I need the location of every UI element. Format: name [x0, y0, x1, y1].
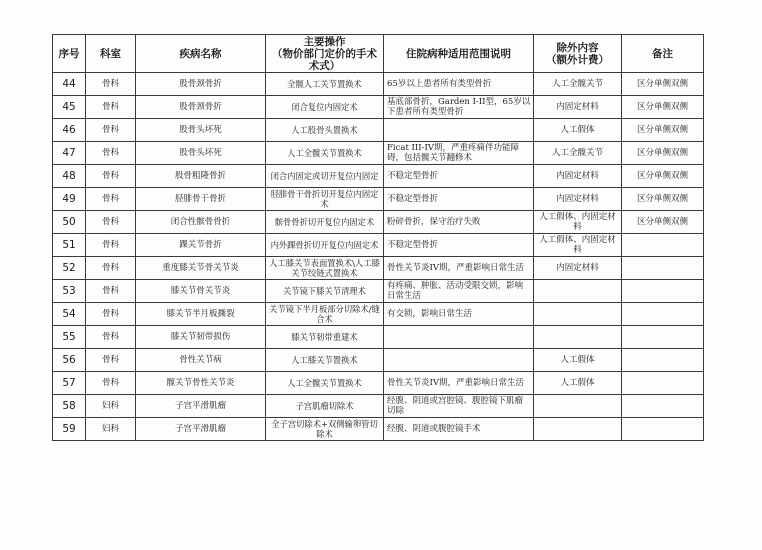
cell-disease: 胫腓骨干骨折	[136, 188, 266, 211]
cell-disease: 股骨颈骨折	[136, 73, 266, 96]
cell-scope: 有交锁，影响日常生活	[384, 303, 534, 326]
table-row	[53, 142, 704, 165]
header-exclusion	[534, 35, 622, 73]
header-exclusion-line: （额外计费）	[546, 53, 609, 66]
cell-scope: 不稳定型骨折	[384, 234, 534, 257]
cell-scope: 不稳定型骨折	[384, 188, 534, 211]
cell-disease: 膝关节韧带损伤	[136, 326, 266, 349]
header-operation	[266, 35, 384, 73]
cell-exclusion	[534, 326, 622, 349]
cell-dept: 骨科	[86, 303, 136, 326]
cell-remark	[622, 395, 704, 418]
cell-dept: 骨科	[86, 73, 136, 96]
cell-operation: 胫腓骨干骨折切开复位内固定术	[266, 188, 384, 211]
cell-operation: 人工股骨头置换术	[266, 119, 384, 142]
cell-operation: 人工全髋关节置换术	[266, 142, 384, 165]
cell-operation: 全子宫切除术+双侧输卵管切除术	[266, 418, 384, 441]
table-row	[53, 211, 704, 234]
table-row	[53, 73, 704, 96]
cell-dept: 骨科	[86, 257, 136, 280]
cell-dept: 妇科	[86, 395, 136, 418]
cell-exclusion: 人工假体、内固定材料	[534, 234, 622, 257]
cell-scope: 基底部骨折，Garden I-II型，65岁以下患者所有类型骨折	[384, 96, 534, 119]
cell-remark	[622, 372, 704, 395]
cell-disease: 股骨颈骨折	[136, 96, 266, 119]
cell-remark: 区分单侧双侧	[622, 73, 704, 96]
cell-no: 55	[53, 326, 86, 349]
cell-disease: 膝关节半月板撕裂	[136, 303, 266, 326]
cell-remark: 区分单侧双侧	[622, 211, 704, 234]
table-row	[53, 349, 704, 372]
cell-dept: 骨科	[86, 372, 136, 395]
header-scope: 住院病种适用范围说明	[384, 35, 534, 73]
table-row	[53, 395, 704, 418]
cell-disease: 骨性关节病	[136, 349, 266, 372]
cell-scope: 骨性关节炎IV期，严重影响日常生活	[384, 257, 534, 280]
cell-operation: 人工全髋关节置换术	[266, 372, 384, 395]
cell-no: 58	[53, 395, 86, 418]
cell-remark: 区分单侧双侧	[622, 165, 704, 188]
cell-scope: 骨性关节炎IV期，严重影响日常生活	[384, 372, 534, 395]
table-row	[53, 257, 704, 280]
cell-exclusion: 内固定材料	[534, 257, 622, 280]
cell-remark: 区分单侧双侧	[622, 96, 704, 119]
cell-operation: 子宫肌瘤切除术	[266, 395, 384, 418]
cell-disease: 膝关节骨关节炎	[136, 280, 266, 303]
cell-dept: 骨科	[86, 188, 136, 211]
cell-operation: 全髋人工关节置换术	[266, 73, 384, 96]
cell-exclusion: 人工全髋关节	[534, 142, 622, 165]
cell-dept: 骨科	[86, 211, 136, 234]
cell-exclusion: 人工假体、内固定材料	[534, 211, 622, 234]
cell-operation: 人工膝关节置换术	[266, 349, 384, 372]
cell-scope: Ficat III-IV期，严重疼痛伴功能障碍，包括髋关节翻修术	[384, 142, 534, 165]
cell-dept: 骨科	[86, 234, 136, 257]
cell-exclusion: 人工假体	[534, 349, 622, 372]
table-row	[53, 119, 704, 142]
cell-scope	[384, 326, 534, 349]
cell-dept: 骨科	[86, 349, 136, 372]
cell-dept: 骨科	[86, 142, 136, 165]
cell-operation: 关节镜下膝关节清理术	[266, 280, 384, 303]
cell-no: 47	[53, 142, 86, 165]
header-no: 序号	[53, 35, 86, 73]
cell-no: 53	[53, 280, 86, 303]
cell-disease: 闭合性髌骨骨折	[136, 211, 266, 234]
header-operation-line: 术式）	[308, 59, 341, 72]
table-row	[53, 188, 704, 211]
cell-scope: 有疼痛、肿胀、活动受限交锁，影响日常生活	[384, 280, 534, 303]
cell-exclusion	[534, 280, 622, 303]
cell-exclusion: 内固定材料	[534, 96, 622, 119]
cell-scope	[384, 349, 534, 372]
cell-scope: 粉碎骨折，保守治疗失败	[384, 211, 534, 234]
cell-remark	[622, 326, 704, 349]
cell-no: 48	[53, 165, 86, 188]
cell-remark	[622, 234, 704, 257]
cell-no: 46	[53, 119, 86, 142]
cell-operation: 人工膝关节表面置换术\人工膝关节绞链式置换术	[266, 257, 384, 280]
cell-remark	[622, 349, 704, 372]
cell-dept: 骨科	[86, 280, 136, 303]
cell-operation: 膝关节韧带重建术	[266, 326, 384, 349]
cell-dept: 妇科	[86, 418, 136, 441]
cell-operation: 内外踝骨折切开复位内固定术	[266, 234, 384, 257]
table-row	[53, 303, 704, 326]
cell-no: 56	[53, 349, 86, 372]
cell-dept: 骨科	[86, 165, 136, 188]
header-operation-line: （物价部门定价的手术	[272, 47, 377, 60]
cell-scope: 经腹、阴道或腹腔镜手术	[384, 418, 534, 441]
cell-exclusion: 内固定材料	[534, 165, 622, 188]
header-dept: 科室	[86, 35, 136, 73]
cell-no: 57	[53, 372, 86, 395]
cell-no: 44	[53, 73, 86, 96]
cell-no: 59	[53, 418, 86, 441]
cell-operation: 髌骨骨折切开复位内固定术	[266, 211, 384, 234]
cell-remark: 区分单侧双侧	[622, 188, 704, 211]
cell-exclusion: 内固定材料	[534, 188, 622, 211]
cell-operation: 闭合内固定或切开复位内固定	[266, 165, 384, 188]
cell-remark	[622, 418, 704, 441]
cell-exclusion: 人工假体	[534, 119, 622, 142]
cell-disease: 子宫平滑肌瘤	[136, 418, 266, 441]
cell-disease: 股骨头坏死	[136, 142, 266, 165]
cell-no: 49	[53, 188, 86, 211]
cell-no: 52	[53, 257, 86, 280]
table-row	[53, 372, 704, 395]
cell-dept: 骨科	[86, 326, 136, 349]
cell-disease: 子宫平滑肌瘤	[136, 395, 266, 418]
cell-exclusion: 人工全髋关节	[534, 73, 622, 96]
cell-exclusion	[534, 418, 622, 441]
cell-scope: 不稳定型骨折	[384, 165, 534, 188]
cell-exclusion: 人工假体	[534, 372, 622, 395]
cell-exclusion	[534, 395, 622, 418]
table-row	[53, 280, 704, 303]
cell-no: 54	[53, 303, 86, 326]
cell-exclusion	[534, 303, 622, 326]
cell-remark	[622, 257, 704, 280]
table-row	[53, 418, 704, 441]
cell-no: 51	[53, 234, 86, 257]
cell-remark: 区分单侧双侧	[622, 119, 704, 142]
cell-disease: 髋关节骨性关节炎	[136, 372, 266, 395]
table-row	[53, 96, 704, 119]
table-row	[53, 234, 704, 257]
header-remark: 备注	[622, 35, 704, 73]
cell-remark: 区分单侧双侧	[622, 142, 704, 165]
table-row	[53, 326, 704, 349]
cell-operation: 闭合复位内固定术	[266, 96, 384, 119]
cell-scope: 65岁以上患者所有类型骨折	[384, 73, 534, 96]
cell-remark	[622, 280, 704, 303]
cell-disease: 股骨粗隆骨折	[136, 165, 266, 188]
header-disease: 疾病名称	[136, 35, 266, 73]
cell-dept: 骨科	[86, 119, 136, 142]
cell-no: 45	[53, 96, 86, 119]
cell-operation: 关节镜下半月板部分切除术/缝合术	[266, 303, 384, 326]
cell-disease: 重度膝关节骨关节炎	[136, 257, 266, 280]
disease-table	[52, 34, 704, 441]
cell-no: 50	[53, 211, 86, 234]
cell-remark	[622, 303, 704, 326]
header-operation-line: 主要操作	[303, 35, 346, 48]
cell-disease: 踝关节骨折	[136, 234, 266, 257]
table-header-row	[53, 35, 704, 73]
table-row	[53, 165, 704, 188]
cell-dept: 骨科	[86, 96, 136, 119]
cell-disease: 股骨头坏死	[136, 119, 266, 142]
cell-scope: 经腹、阴道或宫腔镜、腹腔镜下肌瘤切除	[384, 395, 534, 418]
cell-scope	[384, 119, 534, 142]
header-exclusion-line: 除外内容	[556, 41, 599, 54]
